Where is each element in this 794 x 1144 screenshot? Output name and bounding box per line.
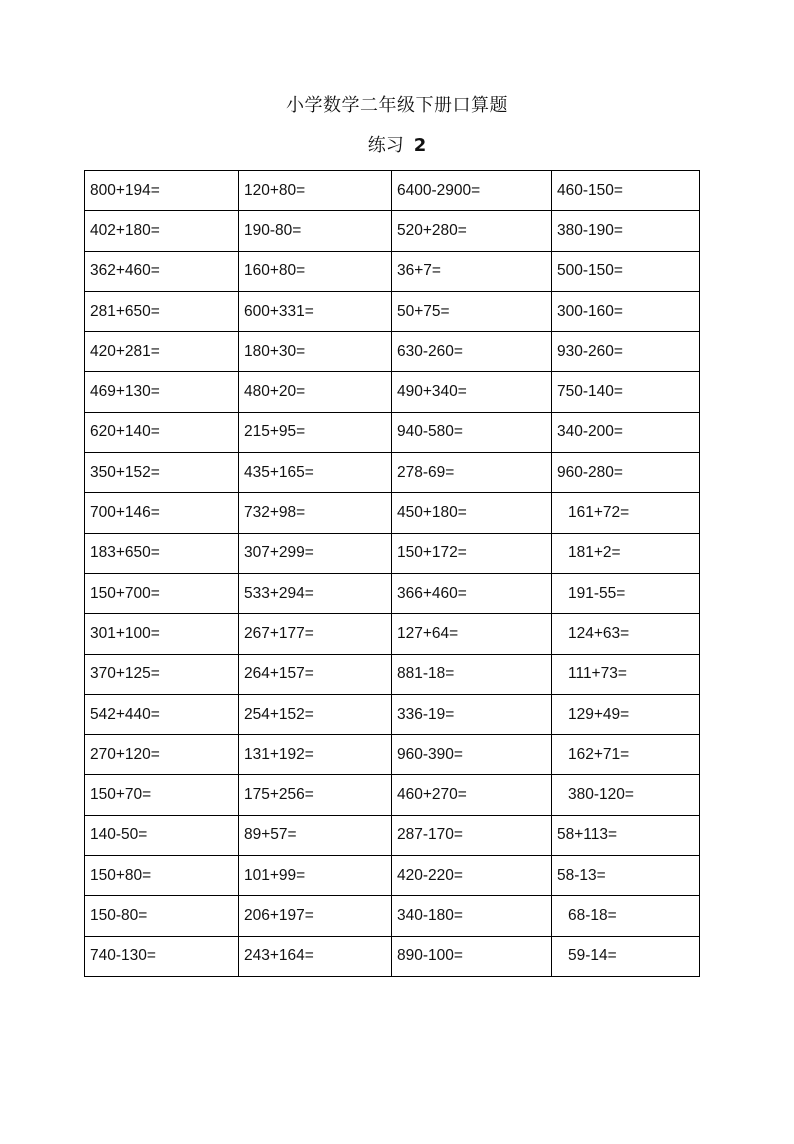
problem-cell: 402+180=: [85, 211, 239, 251]
problem-cell: 162+71=: [552, 735, 700, 775]
problem-cell: 435+165=: [239, 453, 392, 493]
problem-cell: 191-55=: [552, 573, 700, 613]
problem-cell: 600+331=: [239, 291, 392, 331]
exercise-heading: [0, 134, 794, 158]
table-row: [85, 291, 700, 331]
problem-cell: 150+172=: [392, 533, 552, 573]
table-row: [85, 614, 700, 654]
problem-cell: 620+140=: [85, 412, 239, 452]
problem-cell: 254+152=: [239, 694, 392, 734]
problem-cell: 336-19=: [392, 694, 552, 734]
table-row: [85, 573, 700, 613]
problem-cell: 175+256=: [239, 775, 392, 815]
problem-cell: 180+30=: [239, 332, 392, 372]
problem-cell: 490+340=: [392, 372, 552, 412]
problem-cell: 362+460=: [85, 251, 239, 291]
problem-cell: 206+197=: [239, 896, 392, 936]
problem-cell: 370+125=: [85, 654, 239, 694]
problem-cell: 183+650=: [85, 533, 239, 573]
problem-cell: 366+460=: [392, 573, 552, 613]
problem-cell: 740-130=: [85, 936, 239, 976]
problem-cell: 89+57=: [239, 815, 392, 855]
problem-cell: 380-120=: [552, 775, 700, 815]
problem-cell: 420-220=: [392, 856, 552, 896]
table-row: [85, 856, 700, 896]
table-row: [85, 694, 700, 734]
table-row: [85, 533, 700, 573]
problem-cell: 500-150=: [552, 251, 700, 291]
table-row: [85, 332, 700, 372]
problem-cell: 267+177=: [239, 614, 392, 654]
problem-cell: 281+650=: [85, 291, 239, 331]
problem-cell: 881-18=: [392, 654, 552, 694]
problem-cell: 59-14=: [552, 936, 700, 976]
arithmetic-table: [84, 170, 700, 977]
problem-cell: 150+70=: [85, 775, 239, 815]
problem-cell: 243+164=: [239, 936, 392, 976]
problem-cell: 131+192=: [239, 735, 392, 775]
problem-cell: 350+152=: [85, 453, 239, 493]
page-title: 小学数学二年级下册口算题: [286, 95, 508, 116]
problem-cell: 340-200=: [552, 412, 700, 452]
problem-cell: 120+80=: [239, 171, 392, 211]
problem-cell: 800+194=: [85, 171, 239, 211]
problem-cell: 480+20=: [239, 372, 392, 412]
problem-cell: 287-170=: [392, 815, 552, 855]
exercise-label: 练习: [367, 135, 404, 156]
table-row: [85, 251, 700, 291]
problem-cell: 630-260=: [392, 332, 552, 372]
problem-cell: 300-160=: [552, 291, 700, 331]
problem-cell: 307+299=: [239, 533, 392, 573]
problem-cell: 542+440=: [85, 694, 239, 734]
problem-cell: 930-260=: [552, 332, 700, 372]
problem-cell: 58+113=: [552, 815, 700, 855]
problem-cell: 340-180=: [392, 896, 552, 936]
problem-cell: 450+180=: [392, 493, 552, 533]
problem-cell: 190-80=: [239, 211, 392, 251]
table-row: [85, 171, 700, 211]
problem-cell: 111+73=: [552, 654, 700, 694]
problem-cell: 161+72=: [552, 493, 700, 533]
table-row: [85, 815, 700, 855]
problem-cell: 960-390=: [392, 735, 552, 775]
problem-cell: 520+280=: [392, 211, 552, 251]
problem-cell: 36+7=: [392, 251, 552, 291]
problem-cell: 140-50=: [85, 815, 239, 855]
problem-cell: 160+80=: [239, 251, 392, 291]
table-row: [85, 412, 700, 452]
problem-cell: 68-18=: [552, 896, 700, 936]
problem-cell: 150+80=: [85, 856, 239, 896]
problem-cell: 700+146=: [85, 493, 239, 533]
exercise-number: 2: [413, 135, 427, 156]
problem-cell: 420+281=: [85, 332, 239, 372]
problem-cell: 301+100=: [85, 614, 239, 654]
problem-cell: 181+2=: [552, 533, 700, 573]
problem-cell: 58-13=: [552, 856, 700, 896]
table-row: [85, 735, 700, 775]
problem-cell: 960-280=: [552, 453, 700, 493]
table-row: [85, 775, 700, 815]
problem-cell: 278-69=: [392, 453, 552, 493]
table-row: [85, 372, 700, 412]
table-row: [85, 453, 700, 493]
table-row: [85, 211, 700, 251]
problem-cell: 127+64=: [392, 614, 552, 654]
problem-cell: 215+95=: [239, 412, 392, 452]
problem-cell: 732+98=: [239, 493, 392, 533]
problem-cell: 50+75=: [392, 291, 552, 331]
table-row: [85, 654, 700, 694]
problem-cell: 750-140=: [552, 372, 700, 412]
problem-cell: 533+294=: [239, 573, 392, 613]
table-row: [85, 936, 700, 976]
problem-cell: 380-190=: [552, 211, 700, 251]
problem-cell: 150-80=: [85, 896, 239, 936]
table-row: [85, 896, 700, 936]
problem-cell: 264+157=: [239, 654, 392, 694]
problem-cell: 6400-2900=: [392, 171, 552, 211]
problem-cell: 940-580=: [392, 412, 552, 452]
problem-cell: 124+63=: [552, 614, 700, 654]
problem-cell: 270+120=: [85, 735, 239, 775]
problem-cell: 890-100=: [392, 936, 552, 976]
problem-cell: 150+700=: [85, 573, 239, 613]
table-row: [85, 493, 700, 533]
problem-cell: 129+49=: [552, 694, 700, 734]
problem-cell: 460-150=: [552, 171, 700, 211]
problem-cell: 469+130=: [85, 372, 239, 412]
problem-cell: 101+99=: [239, 856, 392, 896]
problem-cell: 460+270=: [392, 775, 552, 815]
